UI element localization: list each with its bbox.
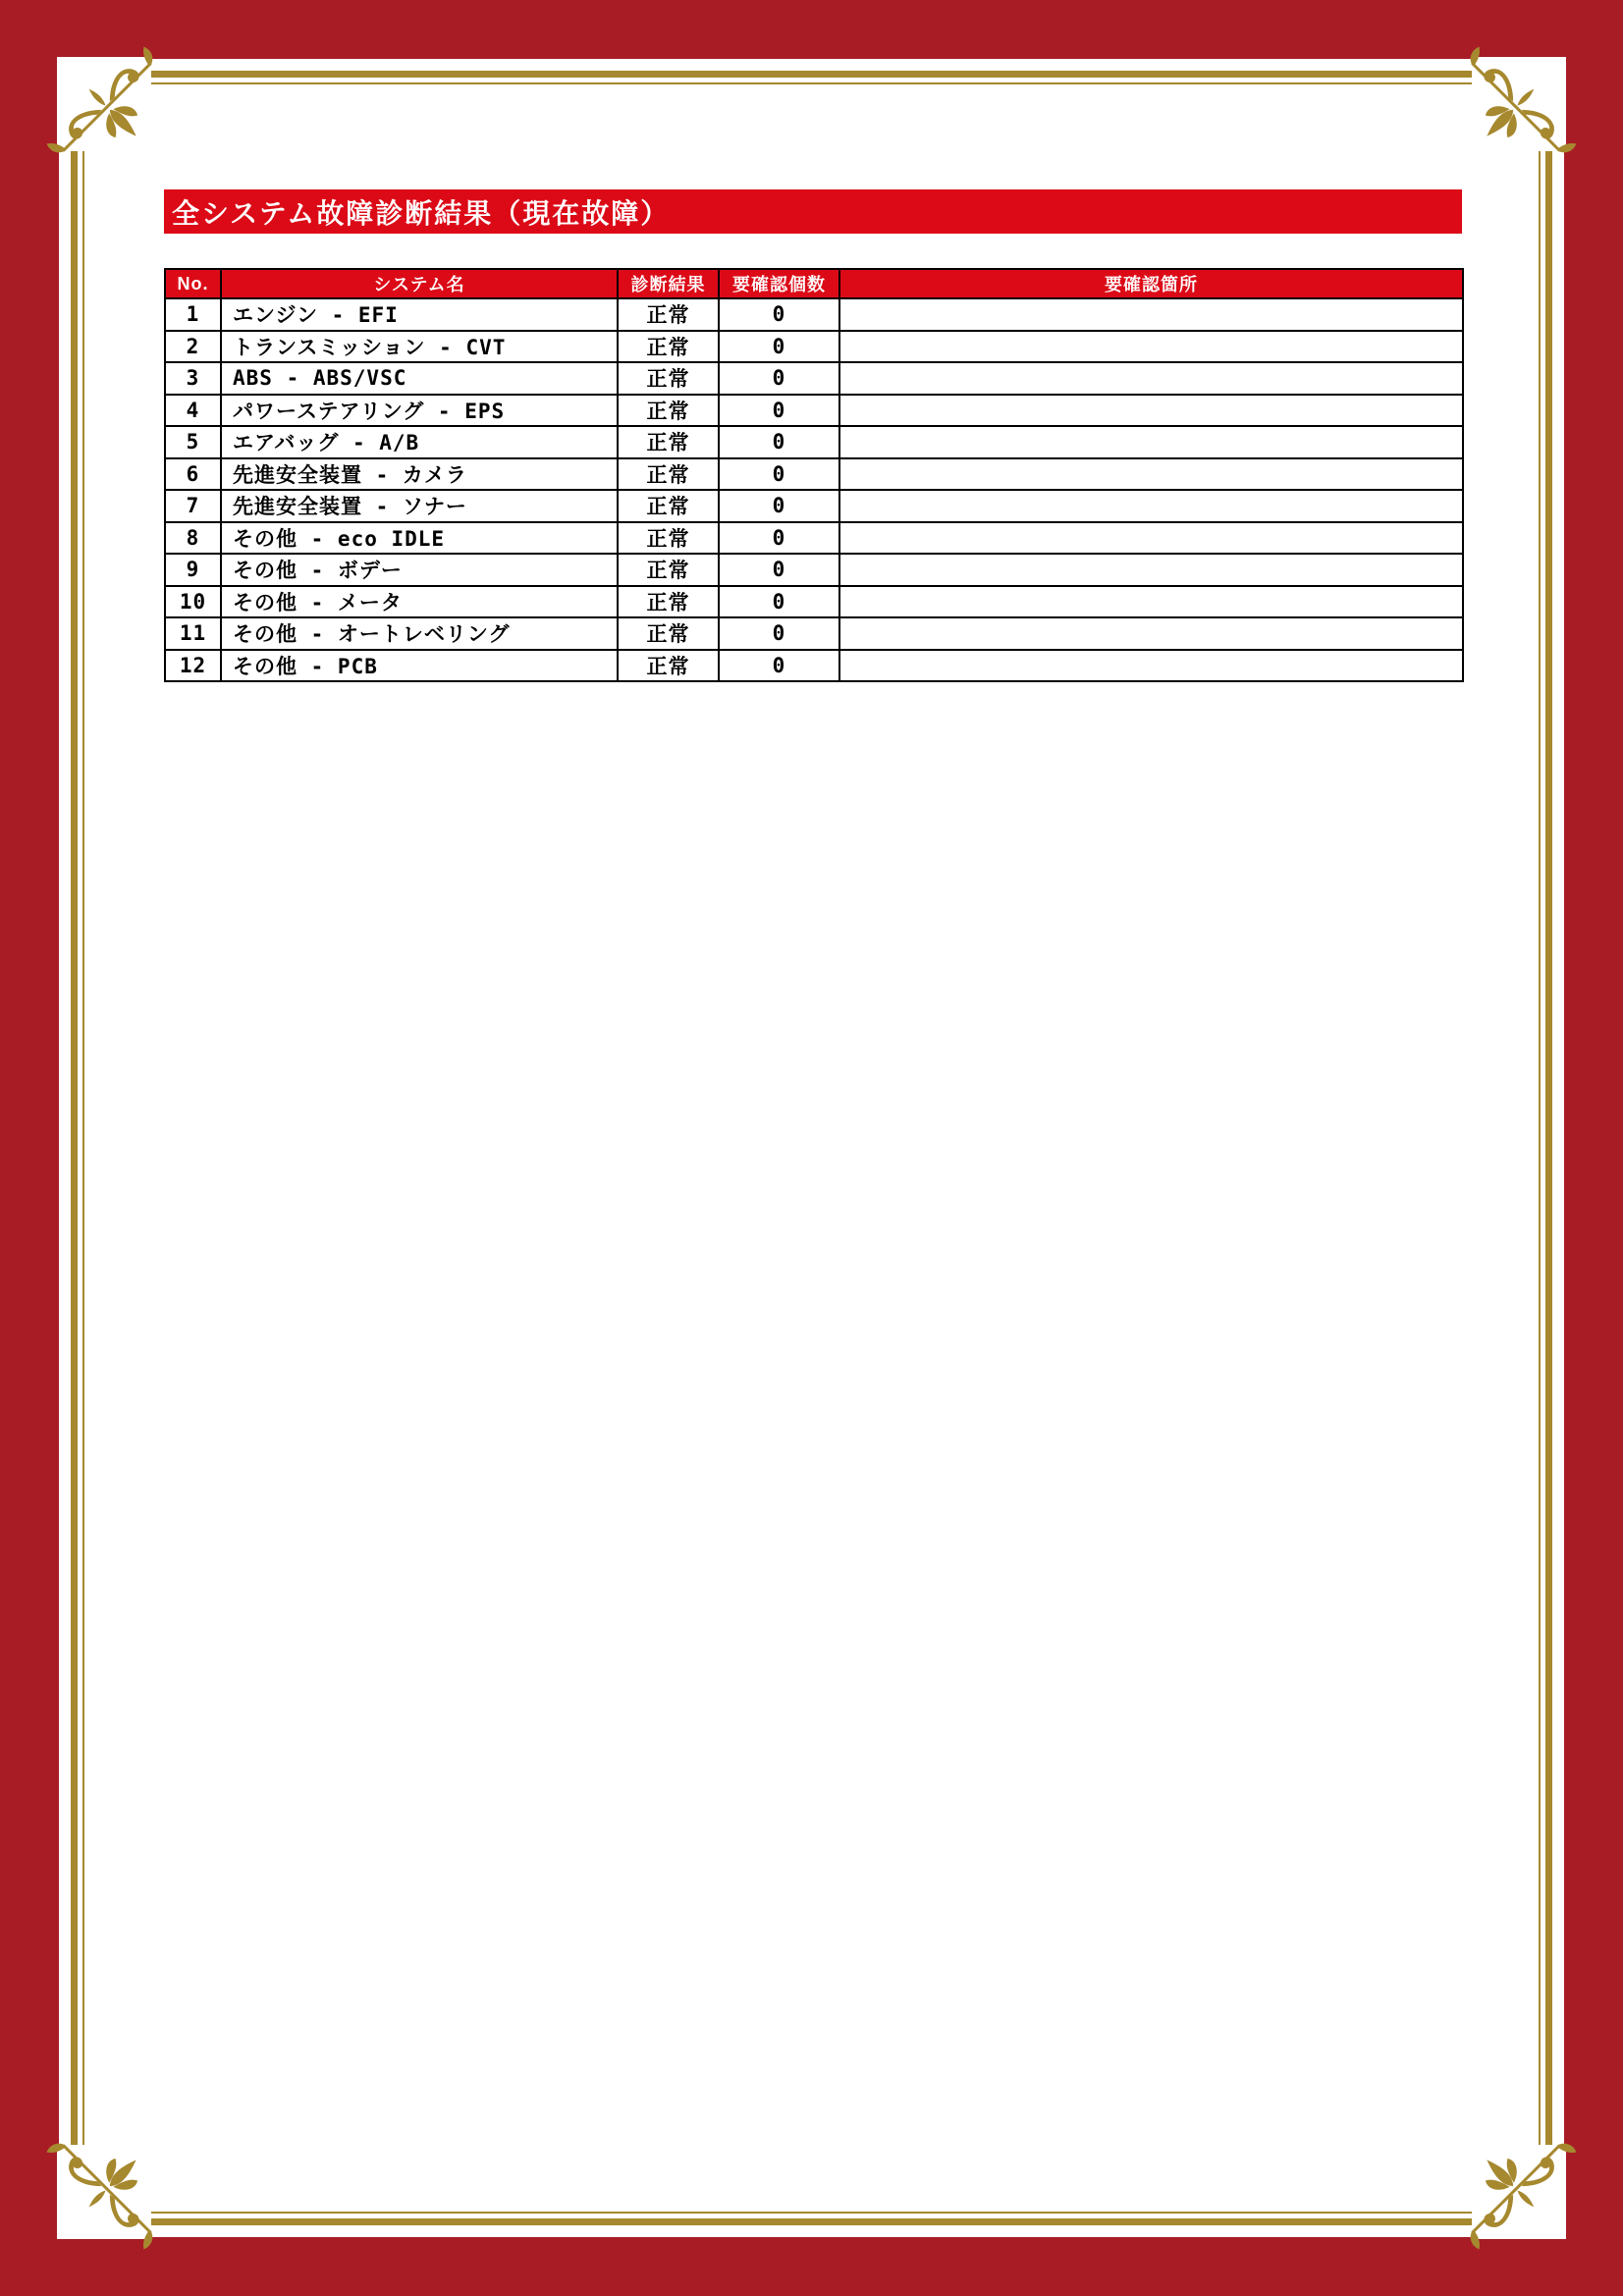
cell-no: 11 xyxy=(165,617,221,650)
cell-check-count: 0 xyxy=(719,298,839,331)
cell-no: 4 xyxy=(165,395,221,427)
cell-system-name: トランスミッション - CVT xyxy=(221,331,618,363)
cell-no: 1 xyxy=(165,298,221,331)
cell-check-count: 0 xyxy=(719,650,839,682)
cell-check-count: 0 xyxy=(719,362,839,395)
cell-system-name: ABS - ABS/VSC xyxy=(221,362,618,395)
cell-system-name: エンジン - EFI xyxy=(221,298,618,331)
cell-no: 7 xyxy=(165,490,221,522)
table-row xyxy=(165,362,1463,395)
cell-diagnosis-result: 正常 xyxy=(618,522,719,555)
corner-flourish-icon xyxy=(1466,53,1570,157)
table-row xyxy=(165,522,1463,555)
cell-no: 12 xyxy=(165,650,221,682)
cell-system-name: その他 - eco IDLE xyxy=(221,522,618,555)
cell-diagnosis-result: 正常 xyxy=(618,458,719,491)
cell-no: 3 xyxy=(165,362,221,395)
cell-check-count: 0 xyxy=(719,458,839,491)
cell-check-count: 0 xyxy=(719,554,839,586)
diagnosis-table xyxy=(164,268,1464,682)
cell-diagnosis-result: 正常 xyxy=(618,298,719,331)
cell-check-count: 0 xyxy=(719,426,839,458)
cell-no: 10 xyxy=(165,586,221,618)
cell-diagnosis-result: 正常 xyxy=(618,395,719,427)
cell-check-count: 0 xyxy=(719,617,839,650)
cell-system-name: その他 - メータ xyxy=(221,586,618,618)
cell-check-location xyxy=(839,362,1463,395)
table-row xyxy=(165,490,1463,522)
cell-system-name: その他 - ボデー xyxy=(221,554,618,586)
cell-diagnosis-result: 正常 xyxy=(618,362,719,395)
table-row xyxy=(165,426,1463,458)
cell-diagnosis-result: 正常 xyxy=(618,617,719,650)
table-row xyxy=(165,650,1463,682)
cell-check-location xyxy=(839,586,1463,618)
cell-system-name: 先進安全装置 - ソナー xyxy=(221,490,618,522)
cell-check-location xyxy=(839,650,1463,682)
cell-system-name: その他 - オートレベリング xyxy=(221,617,618,650)
cell-check-count: 0 xyxy=(719,586,839,618)
table-row xyxy=(165,331,1463,363)
table-row xyxy=(165,395,1463,427)
cell-no: 5 xyxy=(165,426,221,458)
cell-check-count: 0 xyxy=(719,522,839,555)
cell-no: 9 xyxy=(165,554,221,586)
page-title: 全システム故障診断結果（現在故障） xyxy=(172,197,671,229)
table-row xyxy=(165,458,1463,491)
cell-check-count: 0 xyxy=(719,490,839,522)
cell-diagnosis-result: 正常 xyxy=(618,586,719,618)
cell-system-name: エアバッグ - A/B xyxy=(221,426,618,458)
cell-check-location xyxy=(839,395,1463,427)
section-title-bar xyxy=(164,189,1462,234)
cell-diagnosis-result: 正常 xyxy=(618,331,719,363)
cell-system-name: パワーステアリング - EPS xyxy=(221,395,618,427)
cell-diagnosis-result: 正常 xyxy=(618,554,719,586)
table-row xyxy=(165,298,1463,331)
table-row xyxy=(165,554,1463,586)
cell-check-location xyxy=(839,617,1463,650)
table-row xyxy=(165,617,1463,650)
cell-check-location xyxy=(839,426,1463,458)
table-row xyxy=(165,586,1463,618)
cell-check-location xyxy=(839,490,1463,522)
cell-no: 6 xyxy=(165,458,221,491)
column-header-check-count: 要確認個数 xyxy=(719,269,839,298)
cell-check-location xyxy=(839,298,1463,331)
cell-diagnosis-result: 正常 xyxy=(618,650,719,682)
corner-flourish-icon xyxy=(53,53,157,157)
column-header-system-name: システム名 xyxy=(221,269,618,298)
cell-check-count: 0 xyxy=(719,331,839,363)
cell-check-location xyxy=(839,458,1463,491)
cell-check-location xyxy=(839,554,1463,586)
cell-check-count: 0 xyxy=(719,395,839,427)
corner-flourish-icon xyxy=(53,2139,157,2243)
cell-check-location xyxy=(839,331,1463,363)
cell-no: 8 xyxy=(165,522,221,555)
cell-diagnosis-result: 正常 xyxy=(618,426,719,458)
cell-no: 2 xyxy=(165,331,221,363)
table-header-row xyxy=(165,269,1463,298)
cell-check-location xyxy=(839,522,1463,555)
cell-system-name: その他 - PCB xyxy=(221,650,618,682)
cell-system-name: 先進安全装置 - カメラ xyxy=(221,458,618,491)
column-header-no: No. xyxy=(165,269,221,298)
column-header-check-location: 要確認箇所 xyxy=(839,269,1463,298)
corner-flourish-icon xyxy=(1466,2139,1570,2243)
column-header-diagnosis-result: 診断結果 xyxy=(618,269,719,298)
cell-diagnosis-result: 正常 xyxy=(618,490,719,522)
